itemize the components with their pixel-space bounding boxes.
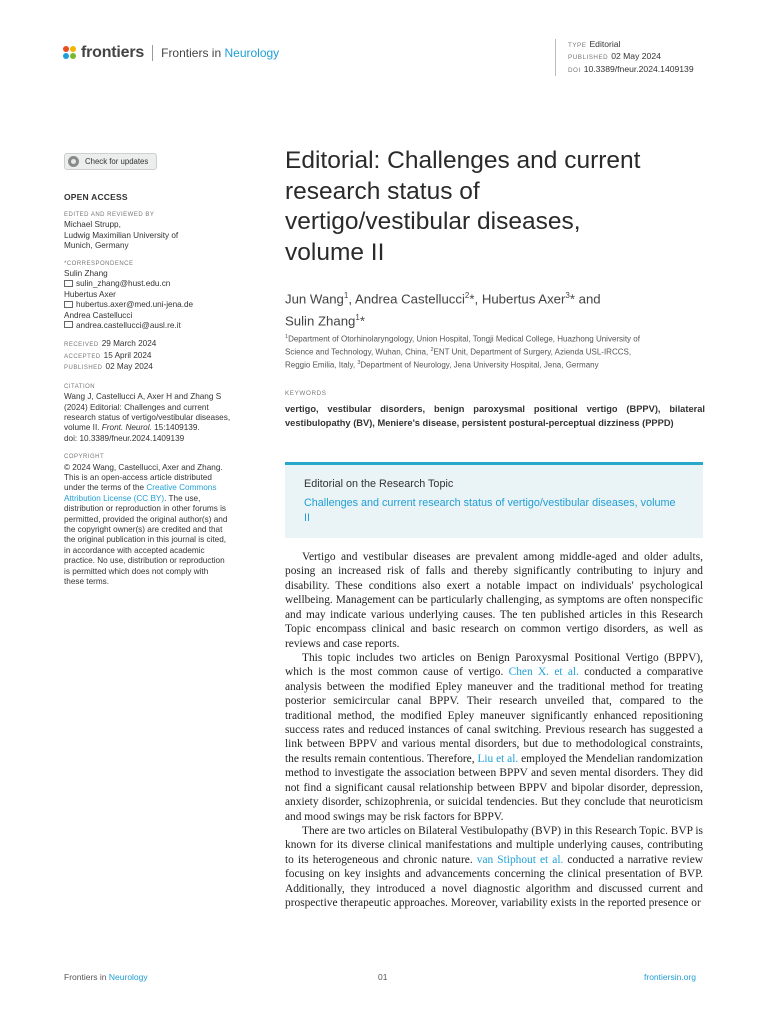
license-link[interactable]: Creative Commons xyxy=(146,483,217,493)
frontiers-logo-icon xyxy=(63,46,77,60)
citation-link[interactable]: Liu et al. xyxy=(477,752,519,765)
license-link[interactable]: Attribution License (CC BY) xyxy=(64,493,165,503)
footer-journal: Frontiers in Neurology xyxy=(64,972,148,982)
author-link[interactable]: Jun Wang xyxy=(285,291,344,307)
update-check-icon xyxy=(68,156,79,167)
frontiers-logo[interactable] xyxy=(63,44,279,62)
author-link[interactable]: Sulin Zhang xyxy=(285,313,356,329)
paragraph: This topic includes two articles on Benign Paroxysmal Positional Vertigo (BPPV), which is the most common cause of vertigo. Chen X. et al. conducted a comparative analysis between the modified Epley maneuver and the traditional method for treating posterior semicircular canal BPPV. Their research unveiled that, compared to the traditional method, the modified Epley maneuver significantly enhanced repositioning success rates and reduced instances of canal switching. Previous research has suggested a link between BPPV and various mental disorders, but due to methodological constraints, the results remain contentious. Therefore, Liu et al. employed the Mendelian randomization method to investigate the association between BPPV and seven mental disorders. They did not find a significant causal relationship between BPPV and bipolar disorder, depression, anxiety disorder, schizophrenia, or suicidal tendencies. But they conclude that neuroticism and mood swings may be risk factors for BPPV. xyxy=(285,651,704,823)
author-link[interactable]: Andrea Castellucci xyxy=(354,291,465,307)
affiliations: $^1$Department of Otorhinolaryngology, Union Hospital, Tongji Medical College, Huazhong University of Science and Technology, Wuhan, China, $^2$ENT Unit, Department of Surgery, Azienda USL-IRCCS, Reggio Emilia, Italy, $^3$Department of Neurology, Jena University Hospital, Jena, Germany xyxy=(285,334,640,370)
header-divider xyxy=(152,45,153,61)
email-link[interactable]: hubertus.axer@med.uni-jena.de xyxy=(64,300,264,310)
envelope-icon xyxy=(64,280,73,287)
page-number: 01 xyxy=(378,972,388,982)
article-body xyxy=(285,550,703,911)
journal-title: Frontiers in Neurology xyxy=(161,46,280,60)
research-topic-box xyxy=(285,462,703,538)
paragraph: There are two articles on Bilateral Vestibulopathy (BVP) in this Research Topic. BVP is known for its diverse clinical manifestations and multiple underlying causes, contributing to its heterogeneous and chronic nature. van Stiphout et al. conducted a narrative review focusing on key insights and advancements concerning the clinical presentation of BVP. Additionally, they introduced a novel diagnostic algorithm and discussed current and prospective therapeutic approaches. Moreover, variability exists in the reported presence or xyxy=(285,825,703,910)
brand-name: frontiers xyxy=(81,44,145,61)
publish-date: 02 May 2024 xyxy=(611,51,661,62)
paragraph: Vertigo and vestibular diseases are prevalent among middle-aged and older adults, posing an increased risk of falls and thereby significantly contributing to injury and disability. These conditions also exert a notable impact on individuals' psychological wellbeing. Management can be particularly challenging, as symptoms are often nonspecific and may indicate various underlying causes. The ten published articles in this Research Topic encompass clinical and basic research on common vertigo disorders, as well as reviews and case reports. xyxy=(285,551,703,650)
article-type: Editorial xyxy=(589,39,621,49)
email-link[interactable]: andrea.castellucci@ausl.re.it xyxy=(64,321,264,331)
email-link[interactable]: sulin_zhang@hust.edu.cn xyxy=(64,279,264,289)
editor-name: Michael Strupp, xyxy=(64,220,121,230)
open-access-label: OPEN ACCESS xyxy=(64,192,128,202)
article-meta: TYPE Editorial PUBLISHED 02 May 2024 DOI 10.3389/fneur.2024.1409139 xyxy=(555,39,694,76)
author-link[interactable]: Hubertus Axer xyxy=(481,291,566,307)
citation-doi[interactable]: doi: 10.3389/fneur.2024.1409139 xyxy=(64,433,185,443)
keywords-label: KEYWORDS xyxy=(285,390,327,397)
citation-link[interactable]: van Stiphout et al. xyxy=(476,853,564,866)
keywords: vertigo, vestibular disorders, benign paroxysmal positional vertigo (BPPV), bilateral vestibulopathy (BV), Meniere's disease, persistent postural-perceptual dizziness (PPPD) xyxy=(285,404,705,428)
sidebar-info: EDITED AND REVIEWED BY Michael Strupp, Ludwig Maximilian University of Munich, Germany *CORRESPONDENCE Sulin Zhang sulin_zhang@hust.edu.cn Hubertus Axer hubertus.axer@med.uni-jena.de Andrea Castellucci andrea.castellucci@ausl.re.it RECEIVED 29 March 2024 ACCEPTED 15 April 2024 PUBLISHED 02 May 2024 CITATION Wang J, Castellucci A, Axer H and Zhang S (2024) Editorial: Challenges and current research status of vertigo/vestibular diseases, volume II. Front. Neurol. 15:1409139. doi: 10.3389/fneur.2024.1409139 COPYRIGHT © 2024 Wang, Castellucci, Axer and Zhang. This is an open-access article distributed under the terms of the Creative Commons Attribution License (CC BY). The use, distribution or reproduction in other forums is permitted, provided the original author(s) and the copyright owner(s) are credited and that the original publication in this journal is cited, in accordance with accepted academic practice. No use, distribution or reproduction is permitted which does not comply with these terms. xyxy=(64,210,264,591)
topic-link[interactable]: Challenges and current research status of vertigo/vestibular diseases, volume II xyxy=(304,497,676,524)
site-link[interactable]: frontiersin.org xyxy=(644,972,696,982)
author-list: Jun Wang$^1$, Andrea Castellucci$^2$*, Hubertus Axer$^3$* and Sulin Zhang$^1$* xyxy=(285,291,601,329)
doi: 10.3389/fneur.2024.1409139 xyxy=(583,63,694,74)
envelope-icon xyxy=(64,321,73,328)
citation-link[interactable]: Chen X. et al. xyxy=(508,666,579,679)
check-for-updates-button[interactable]: Check for updates xyxy=(64,153,157,170)
envelope-icon xyxy=(64,301,73,308)
article-title: Editorial: Challenges and current research status of vertigo/vestibular diseases, volume II xyxy=(285,147,641,266)
topic-heading: Editorial on the Research Topic xyxy=(304,478,454,490)
